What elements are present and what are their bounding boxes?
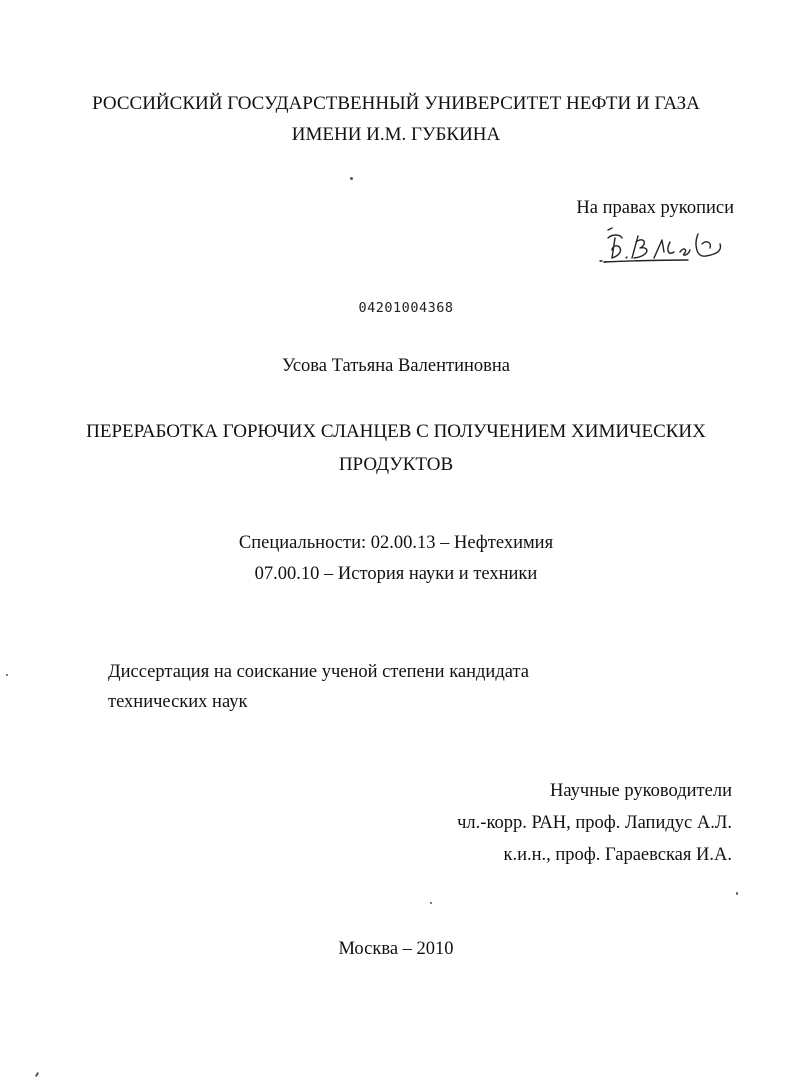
author-name: Усова Татьяна Валентиновна	[281, 356, 511, 376]
scan-speck	[35, 1072, 39, 1077]
supervisor-1: чл.-корр. РАН, проф. Лапидус А.Л.	[457, 813, 732, 833]
signature-icon	[598, 222, 728, 272]
title-line-2: ПРОДУКТОВ	[338, 454, 454, 475]
supervisor-2: к.и.н., проф. Гараевская И.А.	[503, 845, 732, 865]
specialty-line-2: 07.00.10 – История науки и техники	[254, 564, 538, 584]
degree-line-1: Диссертация на соискание ученой степени кандидата	[108, 662, 529, 682]
scan-speck	[736, 892, 738, 895]
dissertation-degree	[108, 657, 529, 717]
university-line-1: РОССИЙСКИЙ ГОСУДАРСТВЕННЫЙ УНИВЕРСИТЕТ НЕФТИ И ГАЗА	[92, 93, 700, 114]
manuscript-note: На правах рукописи	[576, 198, 734, 218]
dissertation-title	[0, 415, 792, 481]
scan-speck	[430, 902, 432, 904]
university-line-2: ИМЕНИ И.М. ГУБКИНА	[291, 124, 501, 145]
scan-speck	[6, 674, 8, 676]
place-and-year: Москва – 2010	[338, 939, 454, 959]
university-name	[0, 88, 792, 150]
registration-number: 04201004368	[358, 300, 454, 316]
specialty-line-1: Специальности: 02.00.13 – Нефтехимия	[238, 533, 554, 553]
scan-speck	[350, 177, 353, 180]
title-line-1: ПЕРЕРАБОТКА ГОРЮЧИХ СЛАНЦЕВ С ПОЛУЧЕНИЕМ ХИМИЧЕСКИХ	[86, 421, 706, 442]
supervisors-heading: Научные руководители	[550, 781, 732, 801]
degree-line-2: технических наук	[108, 692, 248, 712]
